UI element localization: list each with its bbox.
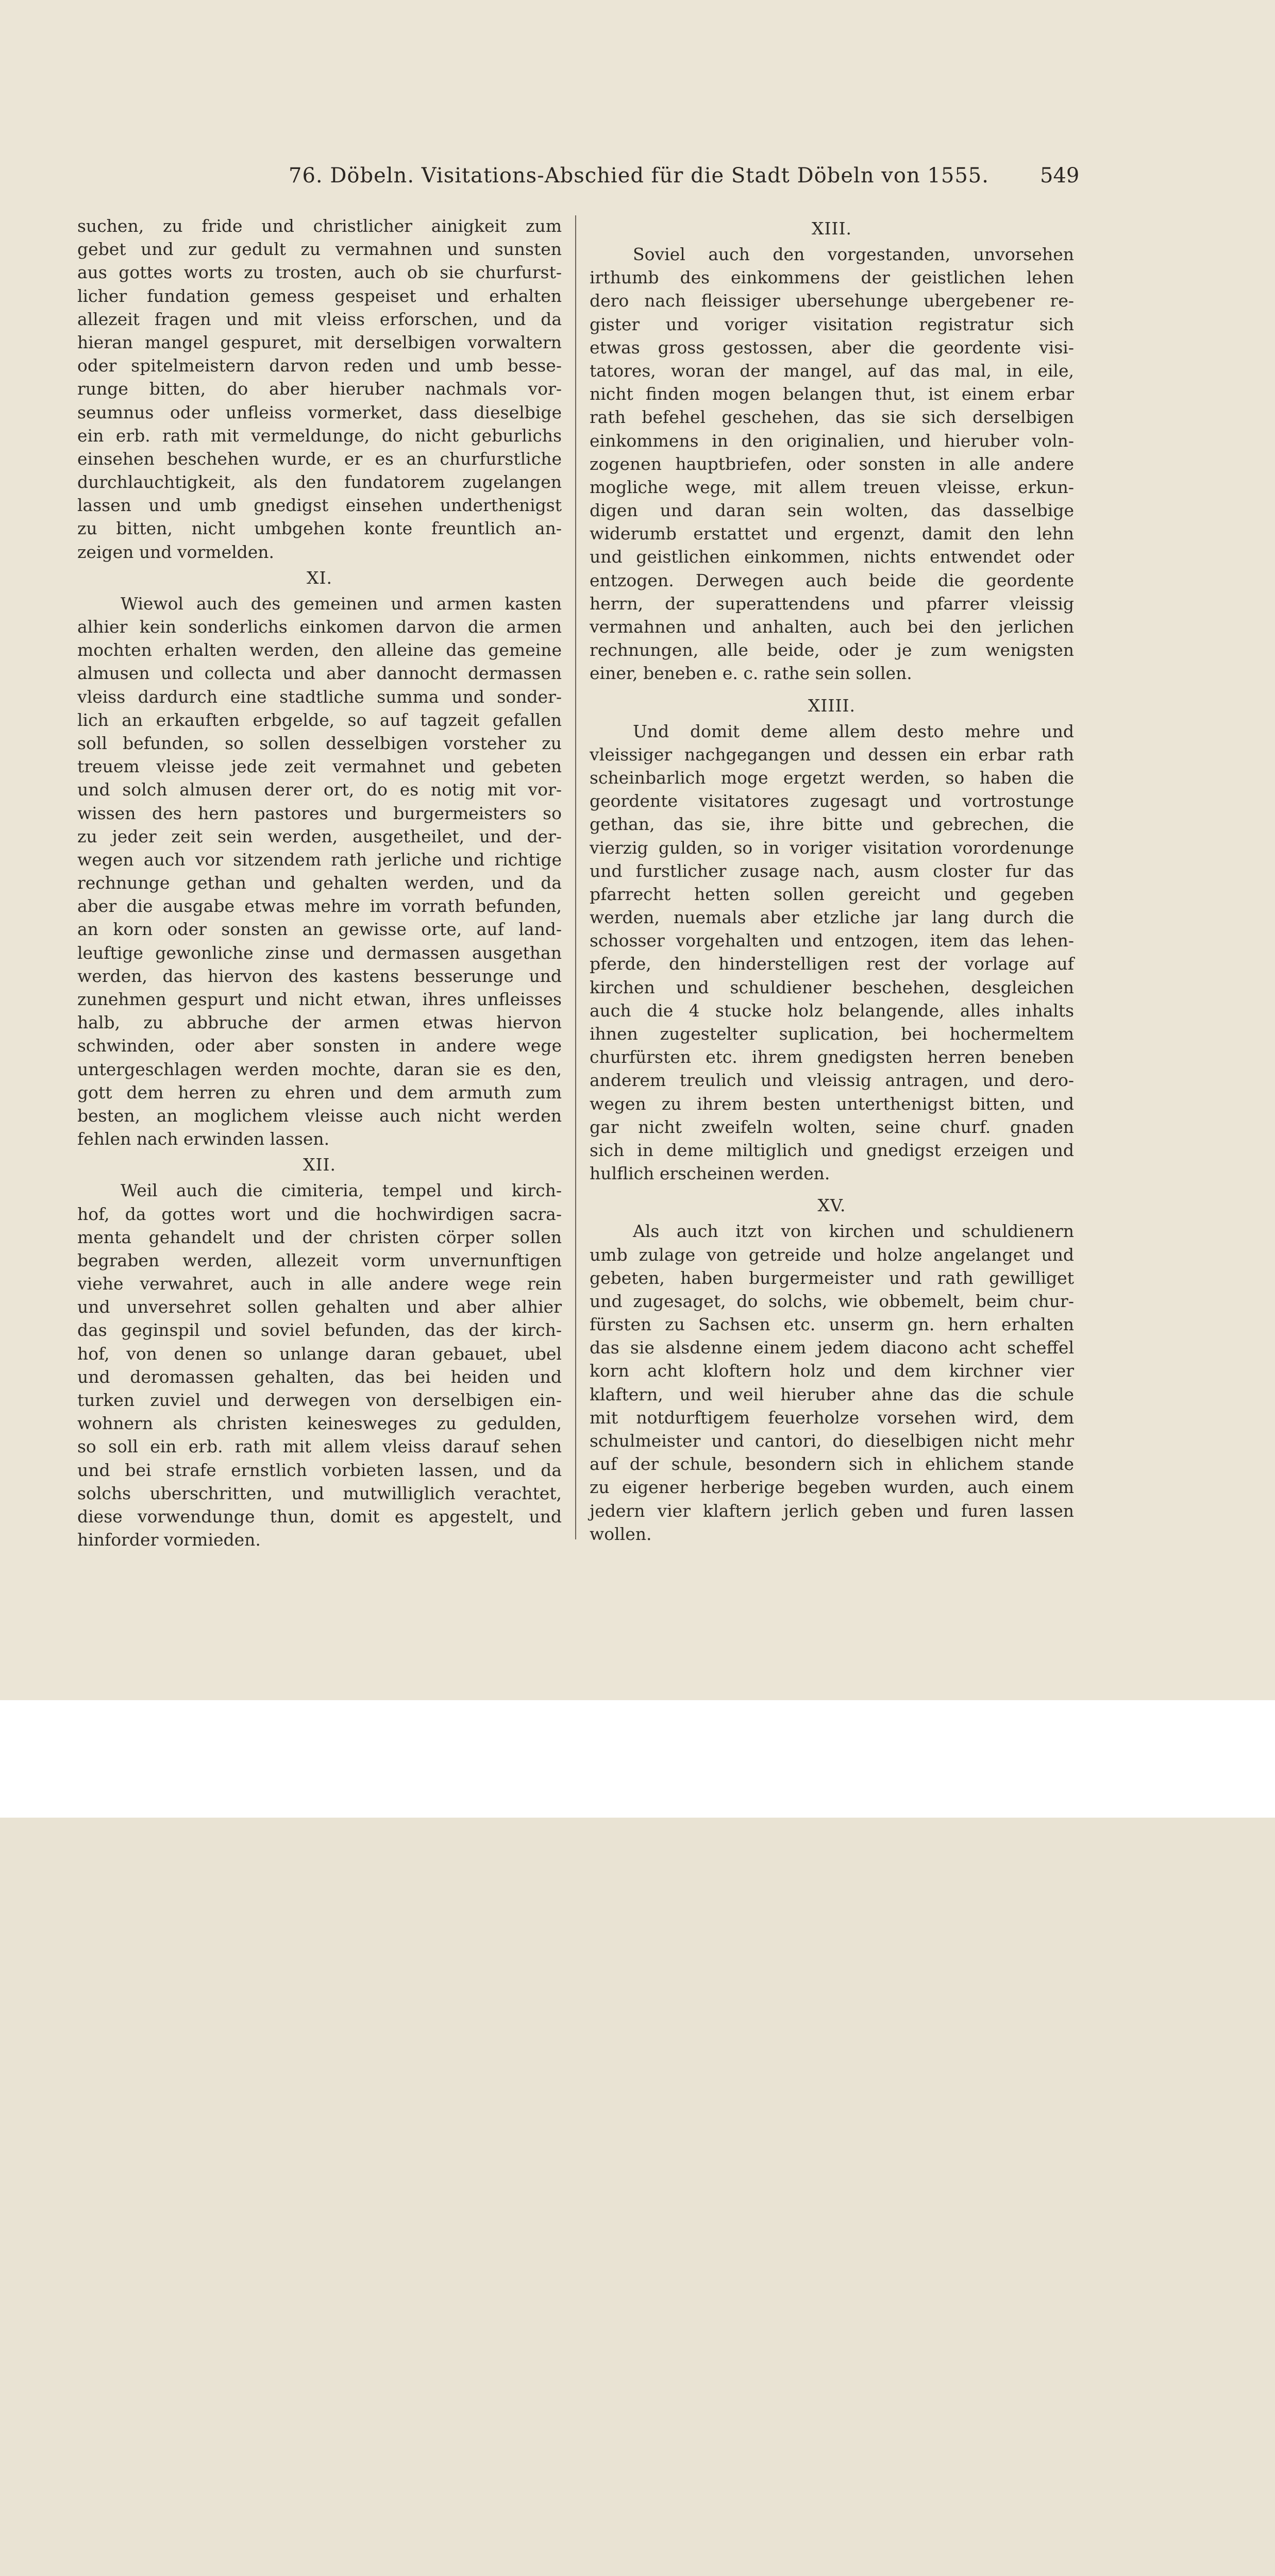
text-line: treuem vleisse jede zeit vermahnet und gebeten: [77, 756, 562, 777]
text-line: licher fundation gemess gespeiset und erhalten: [77, 285, 562, 306]
text-line: an korn oder sonsten an gewisse orte, auf land-: [77, 919, 562, 940]
paragraph: [77, 1179, 562, 1551]
text-line: lich an erkauften erbgelde, so auf tagzeit gefallen: [77, 709, 562, 730]
text-line: irthumb des einkommens der geistlichen lehen: [590, 267, 1074, 288]
text-line: tatores, woran der mangel, auf das mal, in eile,: [590, 360, 1074, 381]
section-heading: XV.: [817, 1195, 846, 1216]
text-line: runge bitten, do aber hieruber nachmals vor-: [77, 379, 562, 399]
text-line: ein erb. rath mit vermeldunge, do nicht geburlichs: [77, 425, 562, 446]
text-line: zeigen und vormelden.: [77, 541, 275, 562]
text-line: hinforder vormieden.: [77, 1530, 261, 1550]
text-line: gebeten, haben burgermeister und rath gewilliget: [590, 1267, 1074, 1288]
text-line: und bei strafe ernstlich vorbieten lassen, und da: [77, 1460, 562, 1480]
column-divider: [575, 215, 576, 1539]
text-line: mogliche wege, mit allem treuen vleisse, erkun-: [590, 477, 1074, 497]
text-line: werden, das hiervon des kastens besserunge und: [77, 965, 562, 986]
text-line: aus gottes worts zu trosten, auch ob sie churfurst-: [77, 262, 562, 283]
text-line: wegen auch vor sitzendem rath jerliche und richtige: [77, 849, 562, 870]
text-line: vermahnen und anhalten, auch bei den jerlichen: [590, 617, 1074, 637]
text-line: hulflich erscheinen werden.: [590, 1163, 830, 1184]
text-line: turken zuviel und derwegen von derselbigen ein-: [77, 1390, 562, 1410]
text-line: schwinden, oder aber sonsten in andere wege: [77, 1036, 562, 1056]
text-line: umb zulage von getreide und holze angelanget und: [590, 1244, 1074, 1265]
text-line: einsehen beschehen wurde, er es an churfurstliche: [77, 448, 562, 469]
text-line: rechnungen, alle beide, oder je zum wenigsten: [590, 640, 1074, 660]
text-line: wollen.: [590, 1523, 652, 1544]
text-line: Und domit deme allem desto mehre und: [633, 721, 1074, 741]
text-line: jedern vier klaftern jerlich geben und furen lassen: [590, 1500, 1074, 1521]
text-line: Weil auch die cimiteria, tempel und kirch-: [121, 1180, 562, 1201]
text-line: gebet und zur gedult zu vermahnen und sunsten: [77, 239, 562, 260]
text-line: herrn, der superattendens und pfarrer vleissig: [590, 593, 1074, 614]
text-line: hof, da gottes wort und die hochwirdigen sacra-: [77, 1204, 562, 1224]
text-line: und zugesaget, do solchs, wie obbemelt, beim chur-: [590, 1291, 1074, 1311]
text-line: und deromassen gehalten, das bei heiden und: [77, 1366, 562, 1387]
text-line: rath befehel geschehen, das sie sich derselbigen: [590, 407, 1074, 428]
text-line: begraben werden, allezeit vorm unvernunftigen: [77, 1250, 562, 1270]
text-line: menta gehandelt und der christen cörper sollen: [77, 1227, 562, 1247]
text-line: vleissiger nachgegangen und dessen ein erbar rath: [590, 744, 1074, 765]
text-line: wohnern als christen keinesweges zu gedulden,: [77, 1413, 562, 1434]
page-number: 549: [1040, 164, 1080, 188]
text-line: zu bitten, nicht umbgehen konte freuntlich an-: [77, 518, 562, 539]
text-line: seumnus oder unfleiss vormerket, dass dieselbige: [77, 402, 562, 422]
text-line: und unversehret sollen gehalten und aber alhier: [77, 1297, 562, 1317]
paragraph: [590, 720, 1074, 1185]
text-line: etwas gross gestossen, aber die geordente visi-: [590, 337, 1074, 358]
text-line: zu jeder zeit sein werden, ausgetheilet, und der-: [77, 826, 562, 846]
text-line: hieran mangel gespuret, mit derselbigen vorwaltern: [77, 332, 562, 352]
section-heading: XII.: [303, 1155, 337, 1175]
text-line: werden, nuemals aber etzliche jar lang durch die: [590, 907, 1074, 928]
text-line: entzogen. Derwegen auch beide die geordente: [590, 570, 1074, 590]
text-line: lassen und umb gnedigst einsehen underthenigst: [77, 495, 562, 516]
section-heading: XI.: [306, 567, 333, 588]
paragraph: [590, 1219, 1074, 1546]
text-line: alhier kein sonderlichs einkomen darvon die armen: [77, 617, 562, 637]
text-line: pfarrecht hetten sollen gereicht und gegeben: [590, 884, 1074, 904]
text-line: scheinbarlich moge ergetzt werden, so haben die: [590, 767, 1074, 788]
text-line: rechnunge gethan und gehalten werden, und da: [77, 873, 562, 893]
text-line: korn acht kloftern holz und dem kirchner vier: [590, 1361, 1074, 1381]
text-line: und geistlichen einkommen, nichts entwendet oder: [590, 547, 1074, 567]
paragraph: [77, 214, 562, 564]
text-line: soll befunden, so sollen desselbigen vorsteher zu: [77, 733, 562, 753]
running-title: 76. Döbeln. Visitations-Abschied für die Stadt Döbeln von 1555.: [289, 164, 989, 188]
text-line: durchlauchtigkeit, als den fundatorem zugelangen: [77, 472, 562, 493]
text-line: schosser vorgehalten und entzogen, item das lehen-: [590, 930, 1074, 951]
section-heading: XIII.: [811, 218, 852, 239]
text-line: wegen zu ihrem besten unterthenigst bitten, und: [590, 1093, 1074, 1114]
text-line: das geginspil und soviel befunden, das der kirch-: [77, 1320, 562, 1341]
text-line: anderem treulich und vleissig antragen, und dero-: [590, 1070, 1074, 1091]
text-line: diese vorwendunge thun, domit es apgestelt, und: [77, 1506, 562, 1527]
text-line: auch die 4 stucke holz belangende, alles inhalts: [590, 1000, 1074, 1021]
text-line: zogenen hauptbriefen, oder sonsten in alle andere: [590, 453, 1074, 474]
text-line: oder spitelmeistern darvon reden und umb besse-: [77, 355, 562, 376]
text-line: untergeschlagen werden mochte, daran sie es den,: [77, 1059, 562, 1079]
text-line: mit notdurftigem feuerholze vorsehen wird, dem: [590, 1407, 1074, 1428]
text-line: fehlen nach erwinden lassen.: [77, 1129, 330, 1149]
text-line: sich in deme miltiglich und gnedigst erzeigen und: [590, 1140, 1074, 1160]
text-line: geordente visitatores zugesagt und vortrostunge: [590, 791, 1074, 811]
text-line: suchen, zu fride und christlicher ainigkeit zum: [77, 216, 562, 236]
text-line: zunehmen gespurt und nicht etwan, ihres unfleisses: [77, 989, 562, 1009]
left-text-column: [77, 214, 562, 1551]
text-line: solchs uberschritten, und mutwilliglich verachtet,: [77, 1483, 562, 1503]
text-line: das sie alsdenne einem jedem diacono acht scheffel: [590, 1337, 1074, 1358]
text-line: ihnen zugestelter suplication, bei hochermeltem: [590, 1024, 1074, 1044]
text-line: hof, von denen so unlange daran gebauet, ubel: [77, 1343, 562, 1364]
text-line: klaftern, und weil hieruber ahne das die schule: [590, 1384, 1074, 1404]
text-line: Soviel auch den vorgestanden, unvorsehen: [633, 244, 1074, 264]
text-line: almusen und collecta und aber dannocht dermassen: [77, 663, 562, 684]
text-line: gethan, das sie, ihre bitte und gebrechen, die: [590, 814, 1074, 835]
text-line: churfürsten etc. ihrem gnedigsten herren beneben: [590, 1047, 1074, 1067]
text-line: und furstlicher zusage nach, ausm closter fur das: [590, 860, 1074, 881]
right-text-column: [590, 214, 1074, 1546]
paragraph: [77, 592, 562, 1151]
text-line: auf der schule, besondern sich in ehlichem stande: [590, 1454, 1074, 1475]
text-line: Wiewol auch des gemeinen und armen kasten: [121, 593, 562, 614]
text-line: kirchen und schuldiener beschehen, desgleichen: [590, 977, 1074, 997]
text-line: allezeit fragen und mit vleiss erforschen, und da: [77, 309, 562, 329]
text-line: einkommens in den originalien, und hieruber voln-: [590, 430, 1074, 451]
text-line: einer, beneben e. c. rathe sein sollen.: [590, 663, 912, 684]
text-line: mochten erhalten werden, den alleine das gemeine: [77, 640, 562, 660]
text-line: zu eigener herberige begeben wurden, auch einem: [590, 1477, 1074, 1498]
text-line: besten, an moglichem vleisse auch nicht werden: [77, 1105, 562, 1126]
text-line: halb, zu abbruche der armen etwas hiervon: [77, 1012, 562, 1033]
text-line: wissen des hern pastores und burgermeisters so: [77, 803, 562, 823]
text-line: gar nicht zweifeln wolten, seine churf. gnaden: [590, 1116, 1074, 1137]
text-line: fürsten zu Sachsen etc. unserm gn. hern erhalten: [590, 1314, 1074, 1335]
text-line: vleiss dardurch eine stadtliche summa und sonder-: [77, 686, 562, 707]
text-line: digen und daran sein wolten, das dasselbige: [590, 500, 1074, 521]
text-line: aber die ausgabe etwas mehre im vorrath befunden,: [77, 896, 562, 917]
text-line: Als auch itzt von kirchen und schuldienern: [633, 1221, 1074, 1242]
text-line: und solch almusen derer ort, do es notig mit vor-: [77, 779, 562, 800]
section-heading: XIIII.: [808, 695, 856, 716]
footer-bar: [0, 1700, 1275, 1818]
text-line: viehe verwahret, auch in alle andere wege rein: [77, 1274, 562, 1294]
text-line: dero nach fleissiger ubersehunge ubergebener re-: [590, 291, 1074, 311]
text-line: so soll ein erb. rath mit allem vleiss darauf sehen: [77, 1436, 562, 1457]
text-line: nicht finden mogen belangen thut, ist einem erbar: [590, 384, 1074, 404]
text-line: leuftige gewonliche zinse und dermassen ausgethan: [77, 942, 562, 963]
text-line: widerumb erstattet und ergenzt, damit den lehn: [590, 523, 1074, 544]
paragraph: [590, 243, 1074, 685]
text-line: pferde, den hinderstelligen rest der vorlage auf: [590, 954, 1074, 974]
text-line: gott dem herren zu ehren und dem armuth zum: [77, 1082, 562, 1103]
text-line: schulmeister und cantori, do dieselbigen nicht mehr: [590, 1431, 1074, 1451]
text-line: vierzig gulden, so in voriger visitation vorordenunge: [590, 837, 1074, 858]
text-line: gister und voriger visitation registratur sich: [590, 314, 1074, 334]
